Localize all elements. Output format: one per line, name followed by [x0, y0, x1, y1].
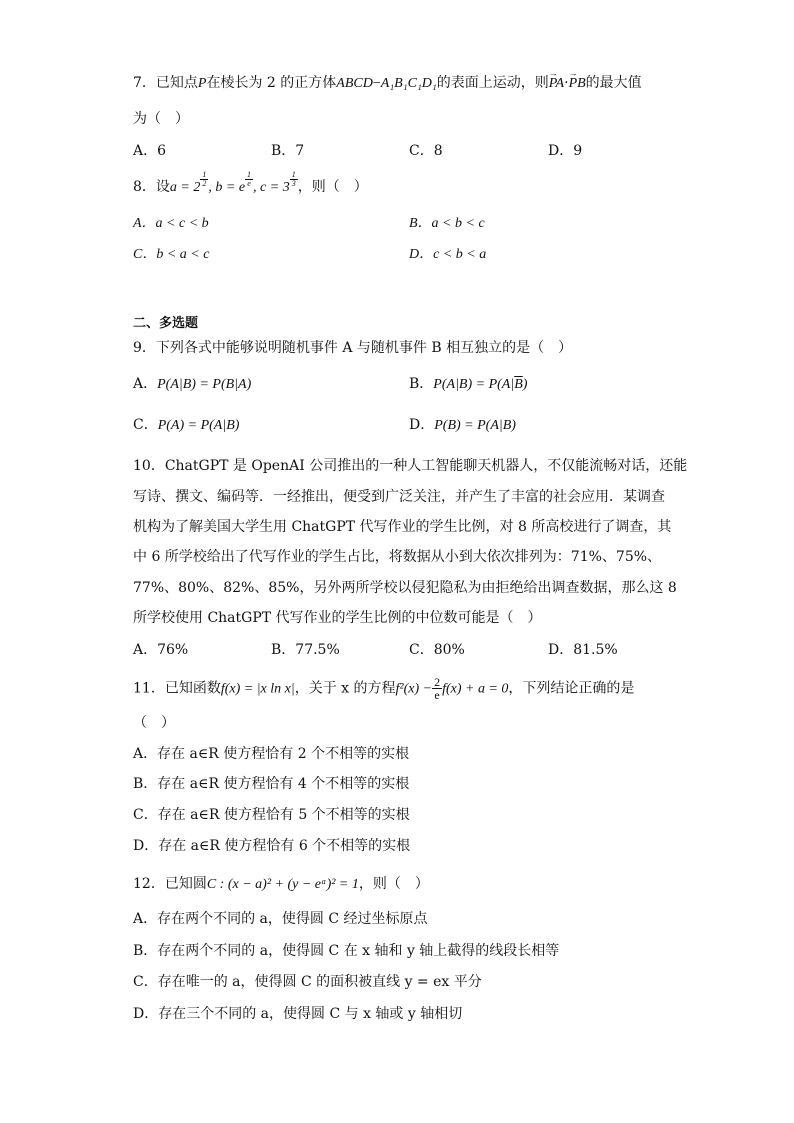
cube-a1b1c1d1: A₁B₁C₁D₁: [380, 76, 437, 91]
q9-option-b: B．$P(A|B) = P(A|\overline{B})$: [409, 376, 528, 392]
q10-option-d: D．81.5%: [548, 642, 618, 658]
q7-stem-text: 的最大值: [585, 75, 642, 91]
b-complement: $\overline{B}$: [514, 377, 523, 392]
q7-stem-text: 的表面上运动，则: [436, 75, 549, 91]
q11-stem: 11．已知函数f(x) = |x ln x|，关于 x 的方程f²(x) − $\frac{2}{e}$ f(x) + a = 0，下列结论正确的是: [133, 675, 635, 702]
q9-option-a-expr: P(A|B) = P(B|A): [157, 377, 252, 392]
q10-line: 10．ChatGPT 是 OpenAI 公司推出的一种人工智能聊天机器人，不仅能流畅对话，还能: [133, 458, 688, 474]
q12-option-d: D．存在三个不同的 a，使得圆 C 与 x 轴或 y 轴相切: [133, 1006, 463, 1022]
q11-option-a: A．存在 a∈R 使方程恰有 2 个不相等的实根: [133, 746, 410, 762]
q10-option-a: A．76%: [133, 642, 189, 658]
q12-option-b: B．存在两个不同的 a，使得圆 C 在 x 轴和 y 轴上截得的线段长相等: [133, 943, 560, 959]
q9-option-d: D．P(B) = P(A|B): [409, 417, 516, 433]
vector-arrow-icon: →: [568, 68, 578, 78]
cube-abcd: ABCD: [336, 76, 373, 91]
q7-option-d: D．9: [548, 143, 583, 159]
expr-b: , b = e: [208, 180, 246, 195]
q7-option-a: A．6: [133, 143, 167, 159]
vector-pb-label: PB: [568, 76, 586, 91]
q12-stem: 12．已知圆C : (x − a)² + (y − eᵃ)² = 1，则（ ）: [133, 876, 429, 892]
q7-stem-text: 7．已知点: [133, 75, 198, 91]
vector-pa: [548, 68, 565, 91]
q8-option-a: A．a < c < b: [133, 216, 209, 231]
q9-option-c: C．P(A) = P(A|B): [133, 417, 240, 433]
expr-c: , c = 3: [253, 180, 290, 195]
vector-pb: [568, 68, 586, 91]
equation-left: f²(x) −: [395, 681, 433, 697]
q10-line: 77%、80%、82%、85%，另外两所学校以侵犯隐私为由拒绝给出调查数据，那么这 8: [133, 580, 677, 596]
vector-arrow-icon: →: [548, 68, 558, 78]
q8-option-c: C．b < a < c: [133, 247, 210, 262]
q7-option-b: B．7: [271, 143, 305, 159]
expr-a: a = 2: [169, 180, 201, 195]
q10-line: 写诗、撰文、编码等．一经推出，便受到广泛关注，并产生了丰富的社会应用．某调查: [133, 489, 665, 505]
q9-stem: 9．下列各式中能够说明随机事件 A 与随机事件 B 相互独立的是（ ）: [133, 340, 573, 356]
q10-line: 中 6 所学校给出了代写作业的学生占比，将数据从小到大依次排列为：71%、75%、: [133, 549, 662, 565]
q11-stem-line2: （ ）: [133, 715, 175, 731]
q11-option-d: D．存在 a∈R 使方程恰有 6 个不相等的实根: [133, 838, 411, 854]
q7-stem-text: 在棱长为 2 的正方体: [206, 75, 337, 91]
q7-stem-line2: 为（ ）: [133, 111, 189, 127]
q12-option-a: A．存在两个不同的 a，使得圆 C 经过坐标原点: [133, 911, 428, 927]
q9-option-b-expr: $P(A|B) = P(A|\overline{B})$: [433, 377, 528, 392]
point-p: P: [197, 76, 207, 91]
q11-option-c: C．存在 a∈R 使方程恰有 5 个不相等的实根: [133, 807, 410, 823]
q8-expression: [169, 170, 298, 195]
fraction-2-over-e: $\frac{2}{e}$: [434, 675, 441, 702]
q10-line: 机构为了解美国大学生用 ChatGPT 代写作业的学生比例，对 8 所高校进行了调查，其: [133, 519, 672, 535]
q9-option-a: A．P(A|B) = P(B|A): [133, 376, 252, 392]
q10-option-c: C．80%: [409, 642, 465, 658]
q11-option-b: B．存在 a∈R 使方程恰有 4 个不相等的实根: [133, 776, 410, 792]
section-title: 二、多选题: [133, 316, 199, 331]
function-f: f(x) = |x ln x|: [220, 681, 295, 697]
vector-pa-label: PA: [548, 76, 565, 91]
q8-option-b: B．a < b < c: [409, 216, 485, 231]
dot-operator: ·: [564, 75, 569, 91]
q8-stem-text: ，则（ ）: [297, 179, 368, 195]
q10-option-b: B．77.5%: [271, 642, 340, 658]
q9-option-d-expr: P(B) = P(A|B): [434, 418, 516, 433]
q12-option-c: C．存在唯一的 a，使得圆 C 的面积被直线 y = ex 平分: [133, 974, 482, 990]
q7-stem-line1: [133, 68, 642, 92]
exponent-c: 1 3: [291, 170, 296, 189]
cube-dash: −: [372, 76, 381, 91]
q8-stem-text: 8．设: [133, 179, 170, 195]
q9-option-c-expr: P(A) = P(A|B): [157, 418, 240, 433]
exponent-a: 1 2: [202, 170, 207, 189]
q7-option-c: C．8: [409, 143, 443, 159]
q10-line: 所学校使用 ChatGPT 代写作业的学生比例的中位数可能是（ ）: [133, 610, 542, 626]
circle-equation: C : (x − a)² + (y − eᵃ)² = 1: [206, 877, 359, 892]
equation-right: f(x) + a = 0: [442, 681, 509, 697]
q8-stem: [133, 170, 368, 196]
exponent-b: 1 e: [247, 170, 252, 189]
q8-option-d: D．c < b < a: [409, 247, 487, 262]
